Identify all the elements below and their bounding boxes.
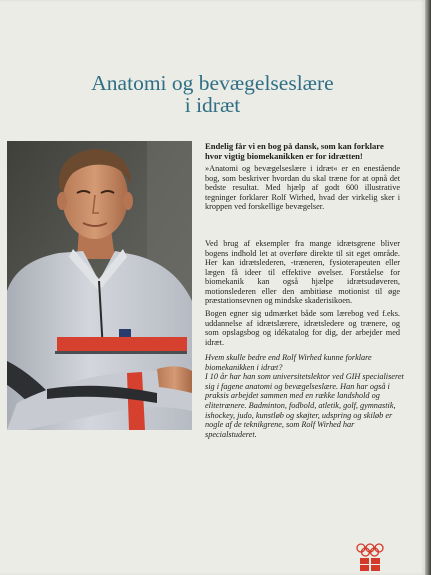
- book-title: [40, 72, 385, 116]
- author-bio: [205, 353, 405, 439]
- author-photo: [7, 141, 192, 430]
- book-spine-edge: [425, 0, 431, 575]
- book-title-line-2: i idræt: [184, 93, 241, 117]
- author-bio-text: I 10 år har han som universitetslektor ved GIH specialiseret sig i fagene anatomi og bevægelseslære. Han har også i praksis arbejdet sammen med en række landshold og elitetrænere. Badminton, fodbold, atletik, golf, gymnastik, ishockey, judo, kunstløb og skøjter, udspring og skiløb er nogle af de teknikgrene, som Rolf Wirhed har specialstuderet.: [205, 372, 404, 439]
- description-paragraph-1: »Anatomi og bevægelseslære i idræt« er en enestående bog, som beskriver hvordan du skal træne for at opnå det bedste resultat. Med hjælp af godt 600 illustrative tegninger forklarer Rolf Wirhed, hvad der virkelig sker i kroppen ved forskellige bevægelser.: [205, 164, 400, 212]
- publisher-logo-icon: [355, 542, 385, 572]
- description-paragraph-2: Ved brug af eksempler fra mange idrætsgrene bliver bogens indhold let at overføre direkte til sit eget område. Her kan idrætslederen, -træneren, fysioterapeuten eller lægen få ideer til effektive øvelser. Forståelse for biomekanik kan også hjælpe idrætsudøveren, motionslederen eller den ambitiøse motionist til øge præstationsevnen og mindske skaderisikoen.: [205, 239, 400, 306]
- intro-statement: Endelig får vi en bog på dansk, som kan forklare hvor vigtig biomekanikken er for idrætten!: [205, 141, 384, 162]
- book-title-line-1: Anatomi og bevægelseslære: [91, 71, 334, 95]
- author-portrait-image: [7, 141, 192, 430]
- author-bio-question: Hvem skulle bedre end Rolf Wirhed kunne forklare biomekanikken i idræt?: [205, 353, 372, 372]
- description-paragraph-3: Bogen egner sig udmærket både som lærebog ved f.eks. uddannelse af idrætslærere, idrætsledere og trænere, og som opslagsbog og idékatalog for dig, der arbejder med idræt.: [205, 309, 400, 347]
